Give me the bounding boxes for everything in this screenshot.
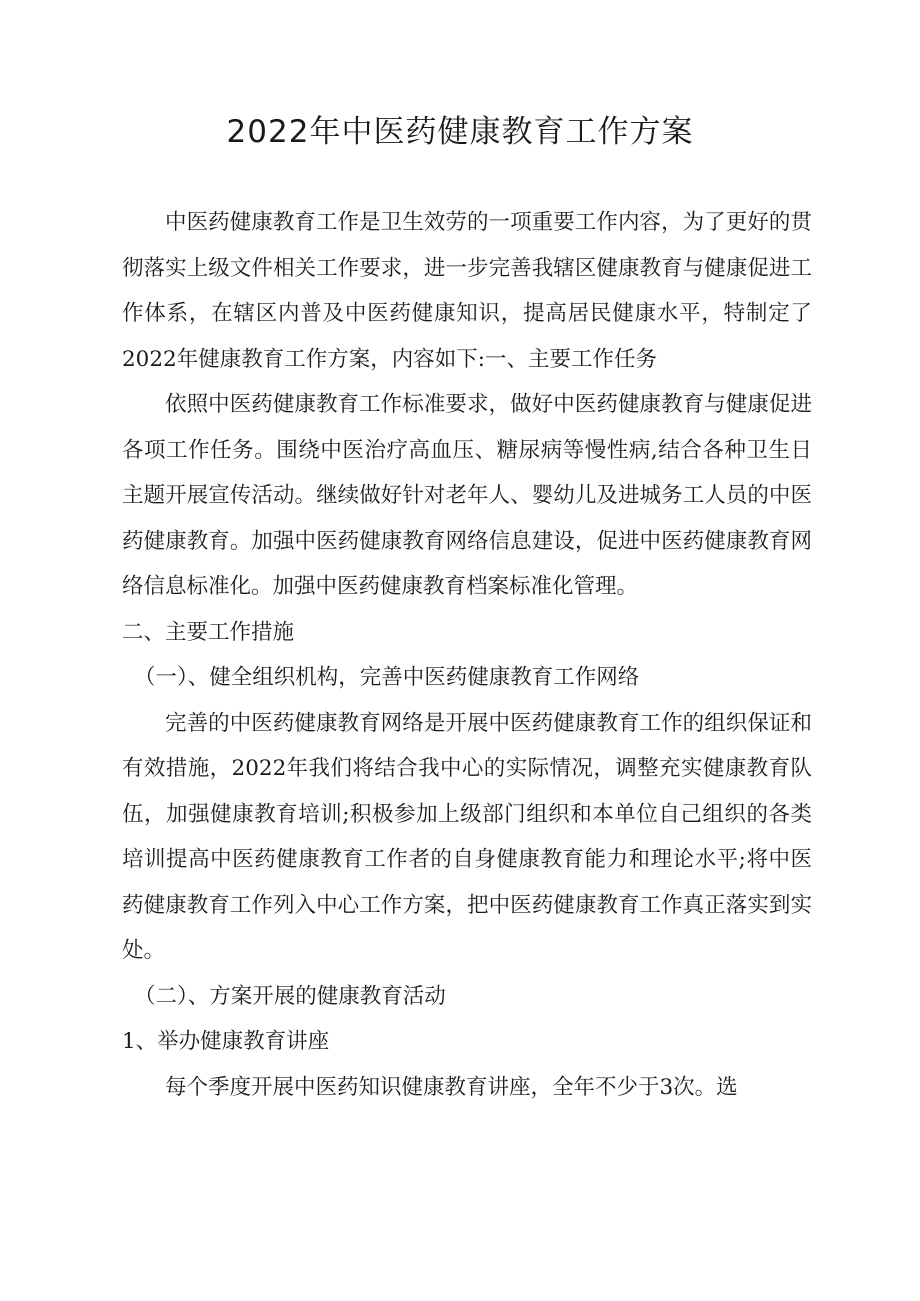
paragraph-tasks: 依照中医药健康教育工作标准要求，做好中医药健康教育与健康促进各项工作任务。围绕中医治疗高血压、糖尿病等慢性病,结合各种卫生日主题开展宣传活动。继续做好针对老年人、婴幼儿及进城务工人员的中医药健康教育。加强中医药健康教育网络信息建设，促进中医药健康教育网络信息标准化。加强中医药健康教育档案标准化管理。 — [122, 392, 812, 599]
paragraph-intro: 中医药健康教育工作是卫生效劳的一项重要工作内容，为了更好的贯彻落实上级文件相关工作要求，进一步完善我辖区健康教育与健康促进工作体系，在辖区内普及中医药健康知识，提高居民健康水平，特制定了2022年健康教育工作方案，内容如下:一、主要工作任务 — [122, 210, 812, 372]
item-heading-lectures: 1、举办健康教育讲座 — [122, 1029, 330, 1054]
document-body — [122, 200, 812, 1110]
paragraph-network: 完善的中医药健康教育网络是开展中医药健康教育工作的组织保证和有效措施，2022年我们将结合我中心的实际情况，调整充实健康教育队伍，加强健康教育培训;积极参加上级部门组织和本单位自己组织的各类培训提高中医药健康教育工作者的自身健康教育能力和理论水平;将中医药健康教育工作列入中心工作方案，把中医药健康教育工作真正落实到实处。 — [122, 710, 812, 963]
subsection-heading-1: （一）、健全组织机构，完善中医药健康教育工作网络 — [134, 665, 640, 690]
paragraph-lectures: 每个季度开展中医药知识健康教育讲座，全年不少于3次。选 — [165, 1074, 738, 1100]
subsection-heading-2: （二）、方案开展的健康教育活动 — [134, 983, 446, 1009]
document-title: 2022年中医药健康教育工作方案 — [226, 114, 694, 150]
section-heading-measures: 二、主要工作措施 — [122, 619, 295, 645]
